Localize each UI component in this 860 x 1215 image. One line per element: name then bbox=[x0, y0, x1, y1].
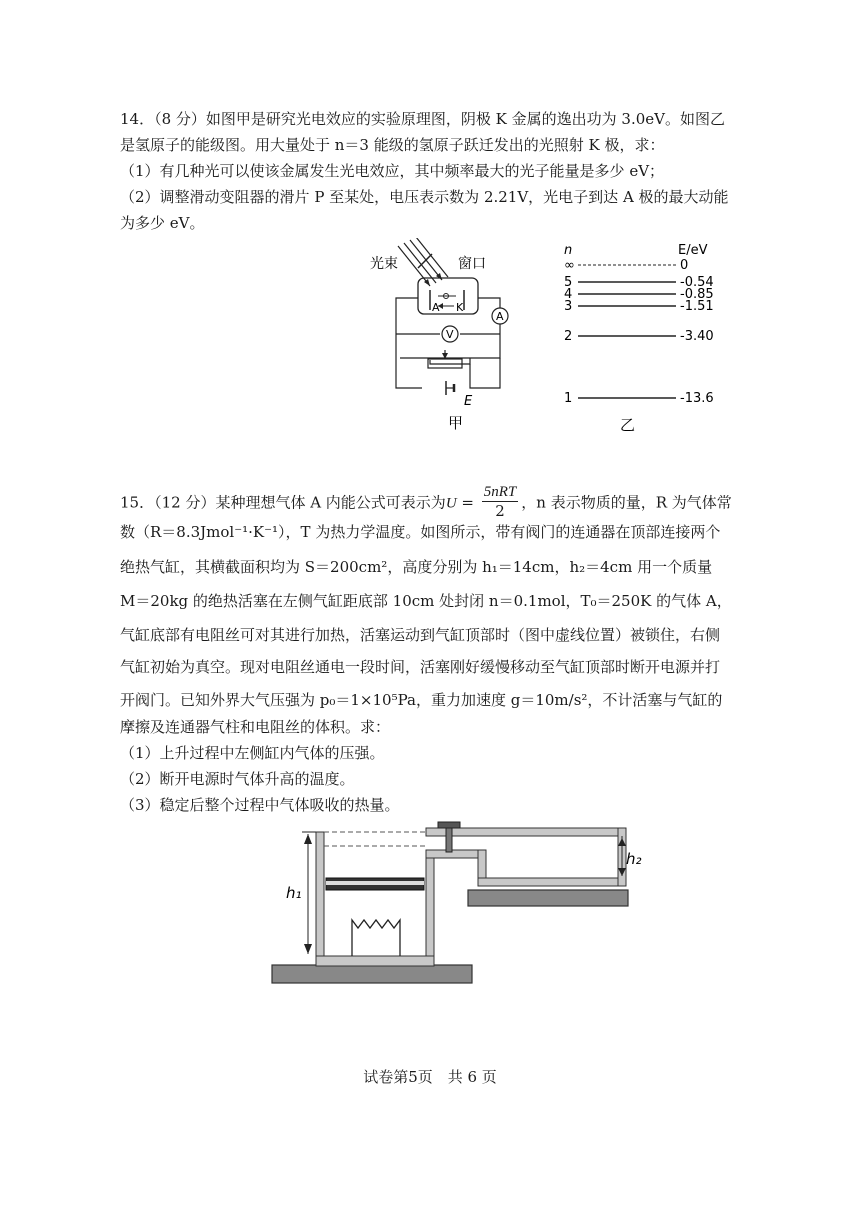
q15-line-1: 15．（12 分）某种理想气体 A 内能公式可表示为U = 5nRT 2 ，n 表示物质的量，R 为气体常 bbox=[120, 484, 732, 520]
q15-question-3: （3）稳定后整个过程中气体吸收的热量。 bbox=[120, 796, 400, 814]
figure-cylinders bbox=[270, 820, 650, 990]
q14-line-1: 14．（8 分）如图甲是研究光电效应的实验原理图，阴极 K 金属的逸出功为 3.0eV。如图乙 bbox=[120, 110, 725, 128]
resistance-wire bbox=[352, 920, 400, 956]
voltmeter-label: V bbox=[446, 328, 454, 341]
level-n-label: 5 bbox=[564, 275, 573, 290]
q15-line-6: 气缸初始为真空。现对电阻丝通电一段时间，活塞刚好缓慢移动至气缸顶部时断开电源并打 bbox=[120, 658, 721, 676]
h2-label: h₂ bbox=[626, 850, 642, 868]
figure-yi-energy-levels bbox=[558, 240, 738, 440]
cathode-label: K bbox=[456, 301, 464, 314]
left-base bbox=[272, 965, 472, 983]
level-energy-label: 0 bbox=[680, 258, 689, 273]
battery-label: E bbox=[464, 394, 473, 409]
q15-line-4: M＝20kg 的绝热活塞在左侧气缸距底部 10cm 处封闭 n＝0.1mol，T₀＝250K 的气体 A， bbox=[120, 592, 732, 610]
q15-line-3: 绝热气缸，其横截面积均为 S＝200cm²，高度分别为 h₁＝14cm，h₂＝4cm 用一个质量 bbox=[120, 558, 713, 576]
valve bbox=[438, 822, 460, 828]
left-cylinder-wall bbox=[316, 832, 324, 966]
level-energy-label: -1.51 bbox=[680, 299, 714, 314]
q15-line-7: 开阀门。已知外界大气压强为 p₀＝1×10⁵Pa，重力加速度 g＝10m/s²，不计活塞与气缸的 bbox=[120, 691, 723, 709]
level-n-label: ∞ bbox=[564, 258, 575, 273]
page-footer: 试卷第5页 共 6 页 bbox=[363, 1068, 497, 1086]
q15-line-8: 摩擦及连通器气柱和电阻丝的体积。求： bbox=[120, 718, 391, 736]
q15-line-1-pre: 15．（12 分）某种理想气体 A 内能公式可表示为 bbox=[120, 493, 446, 512]
level-energy-label: -3.40 bbox=[680, 329, 714, 344]
figure-jia-circuit bbox=[360, 238, 530, 438]
n-header: n bbox=[564, 243, 573, 258]
level-energy-label: -0.54 bbox=[680, 275, 714, 290]
q14-line-3: （1）有几种光可以使该金属发生光电效应，其中频率最大的光子能量是多少 eV； bbox=[120, 162, 665, 180]
formula-fraction bbox=[482, 483, 519, 520]
right-base bbox=[468, 890, 628, 906]
level-n-label: 3 bbox=[564, 299, 573, 314]
level-energy-label: -0.85 bbox=[680, 287, 714, 302]
q15-line-1-post: ，n 表示物质的量，R 为气体常 bbox=[521, 493, 732, 512]
formula-denominator: 2 bbox=[495, 502, 505, 520]
q15-question-2: （2）断开电源时气体升高的温度。 bbox=[120, 770, 355, 788]
figure-jia-caption: 甲 bbox=[448, 414, 464, 432]
q15-question-1: （1）上升过程中左侧缸内气体的压强。 bbox=[120, 744, 385, 762]
q14-line-5: 为多少 eV。 bbox=[120, 214, 205, 232]
right-cylinder-top bbox=[426, 828, 626, 836]
q15-line-2: 数（R＝8.3Jmol⁻¹·K⁻¹），T 为热力学温度。如图所示，带有阀门的连通器在顶部连接两个 bbox=[120, 523, 721, 541]
connecting-pipe bbox=[426, 850, 486, 858]
level-n-label: 2 bbox=[564, 329, 573, 344]
anode-label: A bbox=[432, 301, 440, 314]
q14-line-2: 是氢原子的能级图。用大量处于 n＝3 能级的氢原子跃迁发出的光照射 K 极，求： bbox=[120, 136, 665, 154]
q15-line-5: 气缸底部有电阻丝可对其进行加热，活塞运动到气缸顶部时（图中虚线位置）被锁住，右侧 bbox=[120, 626, 721, 644]
beam-label: 光束 bbox=[370, 256, 398, 272]
formula-u: U bbox=[445, 495, 457, 512]
energy-header: E/eV bbox=[678, 243, 708, 258]
level-energy-label: -13.6 bbox=[680, 391, 714, 406]
ammeter-label: A bbox=[496, 310, 504, 323]
level-n-label: 4 bbox=[564, 287, 573, 302]
level-n-label: 1 bbox=[564, 391, 573, 406]
h1-label: h₁ bbox=[286, 884, 302, 902]
formula-numerator: 5nRT bbox=[483, 484, 517, 500]
figure-yi-caption: 乙 bbox=[620, 416, 636, 434]
window-label: 窗口 bbox=[458, 256, 486, 272]
q14-line-4: （2）调整滑动变阻器的滑片 P 至某处，电压表示数为 2.21V，光电子到达 A 极的最大动能 bbox=[120, 188, 729, 206]
